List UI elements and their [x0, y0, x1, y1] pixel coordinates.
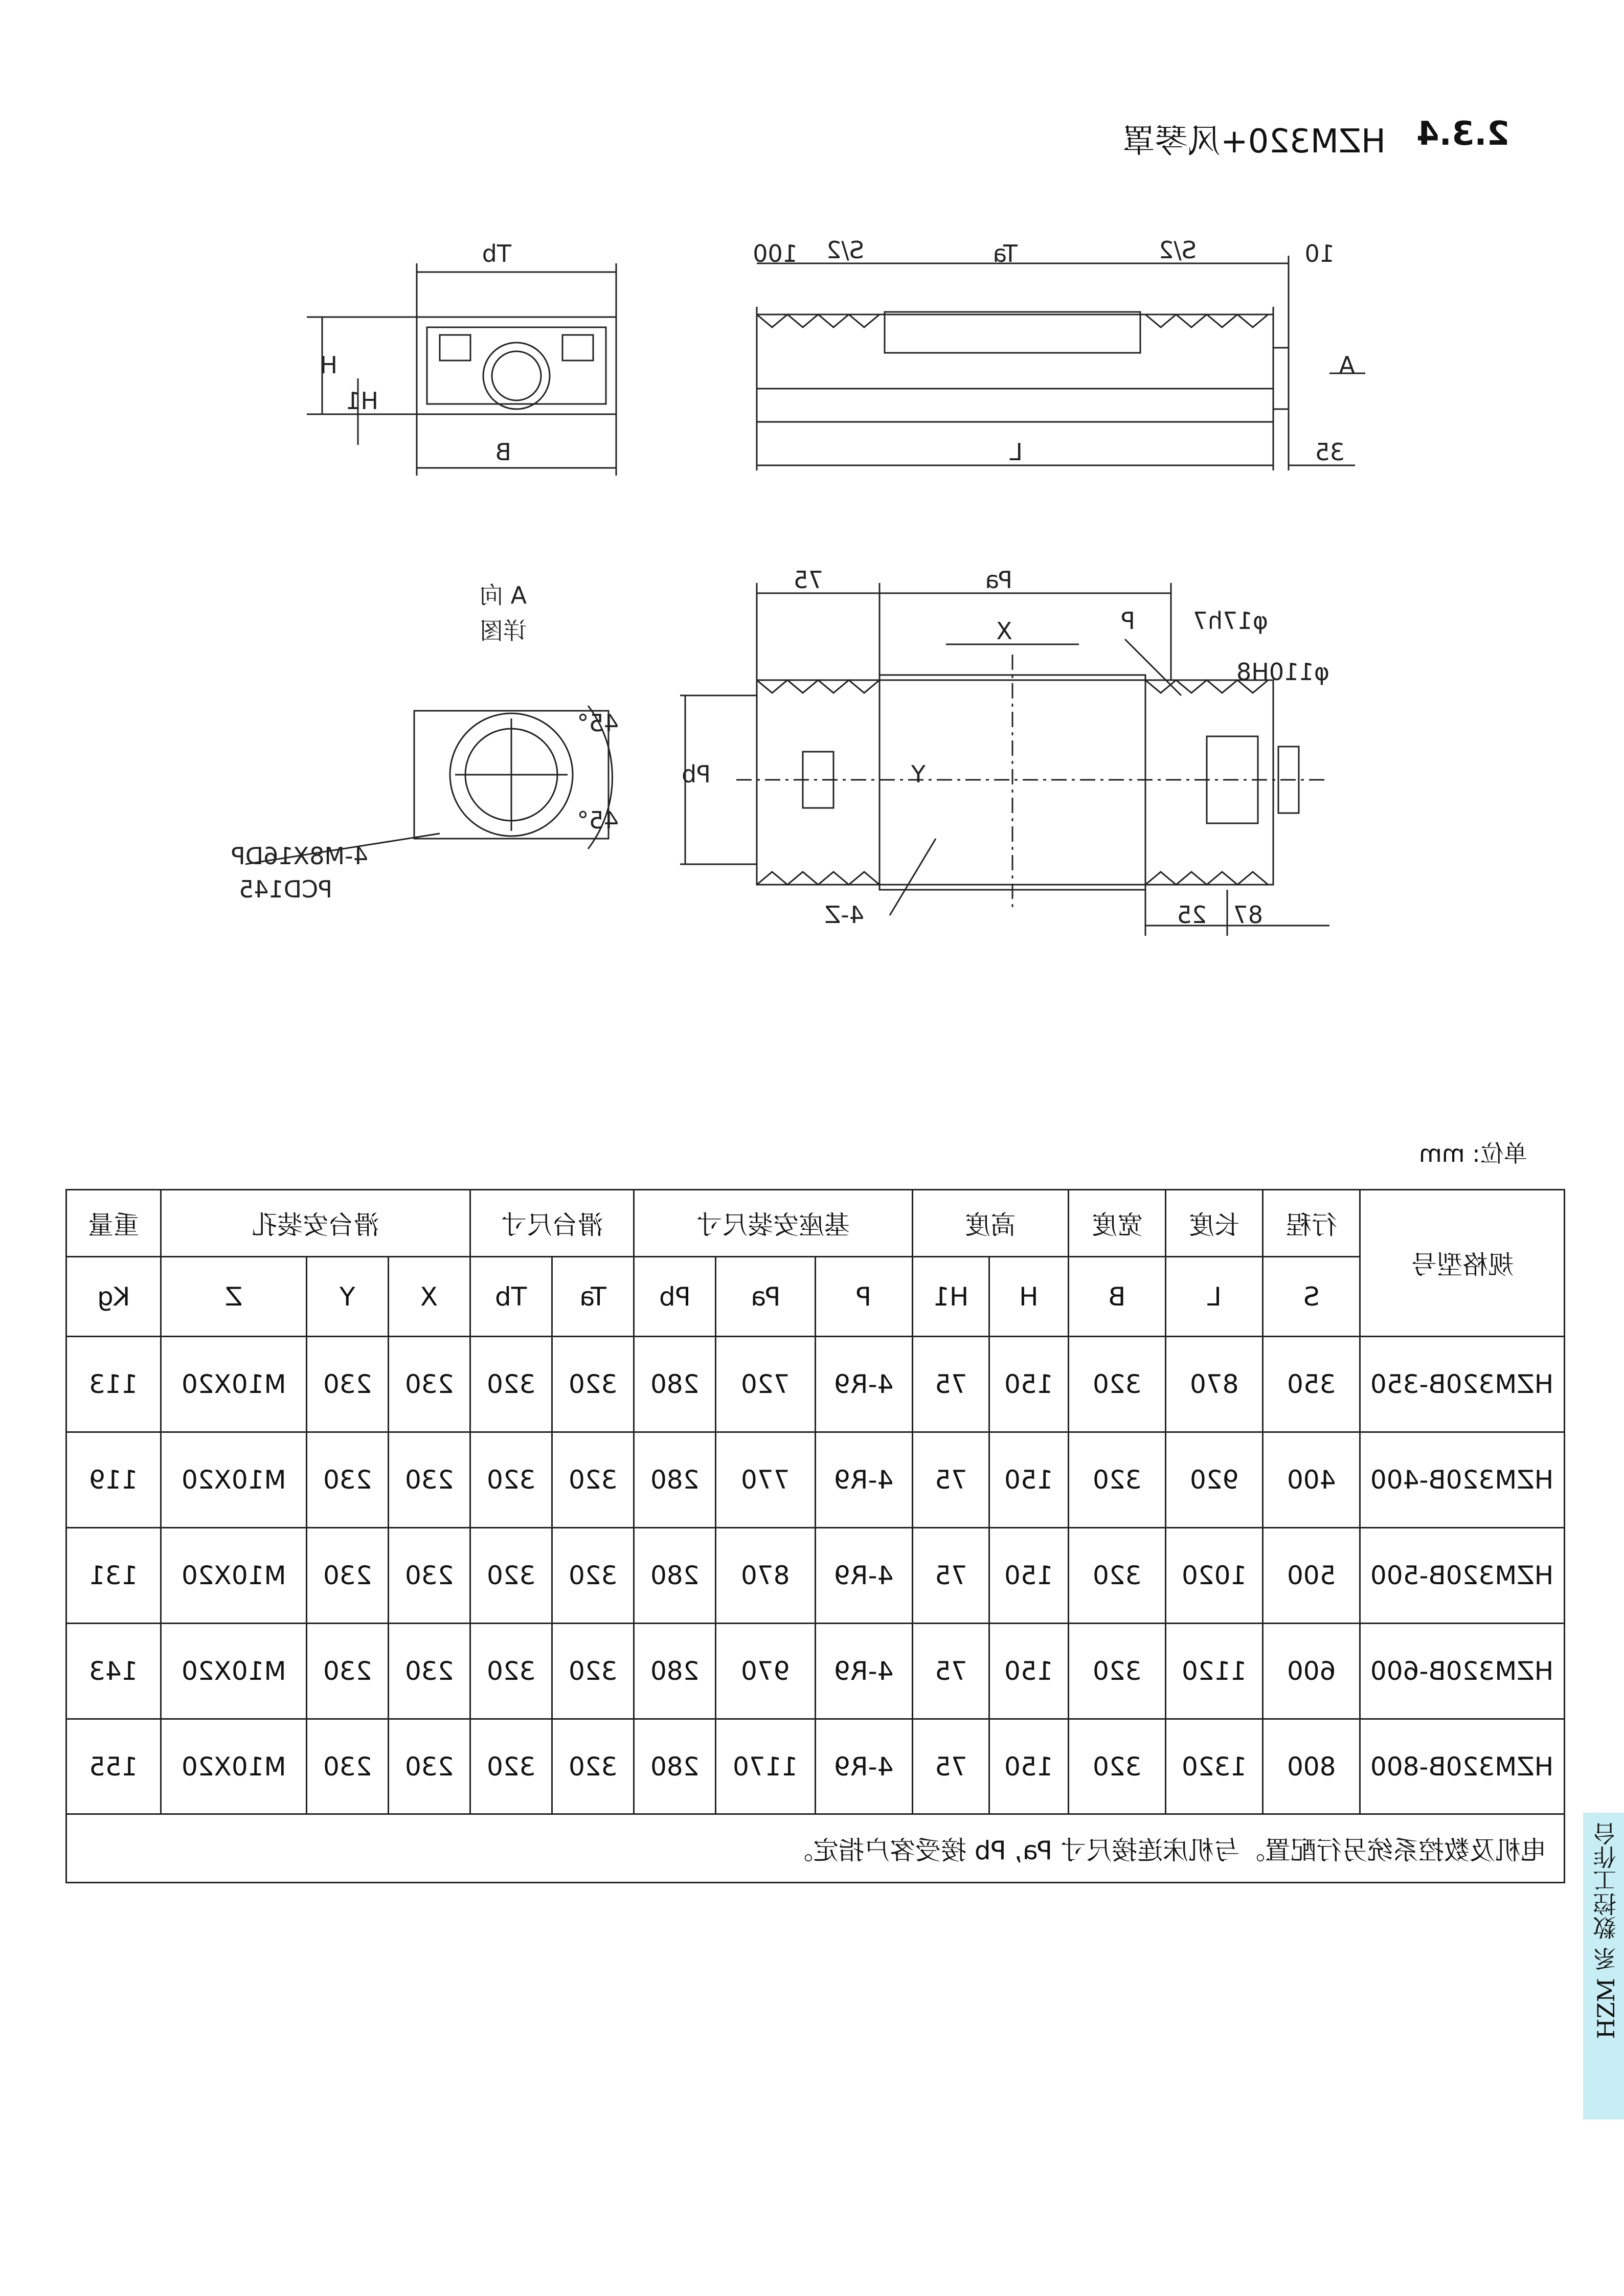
dim-35: 35 [1315, 438, 1345, 466]
table-cell: HZM320B-350 [1360, 1337, 1565, 1432]
label-p: P [1121, 607, 1135, 635]
table-cell: 75 [913, 1719, 989, 1814]
table-cell: 1020 [1166, 1528, 1263, 1624]
table-cell: 320 [552, 1719, 634, 1814]
table-cell: 113 [66, 1337, 161, 1432]
header-row-1 [66, 1190, 1565, 1257]
dim-pb: Pb [682, 760, 711, 788]
table-cell: 230 [389, 1337, 470, 1432]
table-cell: 230 [389, 1719, 470, 1814]
table-cell: 870 [1166, 1337, 1263, 1432]
th-pb: Pb [634, 1257, 716, 1337]
table-cell: 320 [552, 1432, 634, 1528]
table-cell: 119 [66, 1432, 161, 1528]
table-note: 电机及数控系统另行配置。与机床连接尺寸 Pa, Pb 接受客户指定。 [66, 1814, 1565, 1883]
table-cell: HZM320B-800 [1360, 1719, 1565, 1814]
dim-phi110: φ110H8 [1236, 658, 1329, 686]
table-cell: 320 [1069, 1528, 1166, 1624]
table-cell: 320 [552, 1623, 634, 1719]
table-cell: 1320 [1166, 1719, 1263, 1814]
table-cell: 320 [470, 1623, 552, 1719]
header-row-2 [66, 1257, 1565, 1337]
table-cell: 150 [989, 1528, 1069, 1624]
side-view [757, 256, 1365, 470]
dim-100: 100 [753, 240, 798, 267]
a-view-detail-label: 详图 [480, 617, 527, 645]
table-cell: 320 [1069, 1623, 1166, 1719]
table-cell: HZM320B-400 [1360, 1432, 1565, 1528]
table-cell: HZM320B-600 [1360, 1623, 1565, 1719]
table-row [66, 1337, 1565, 1432]
th-z: Z [161, 1257, 307, 1337]
table-cell: 320 [470, 1432, 552, 1528]
section-number: 2.3.4 [1416, 115, 1510, 153]
table-cell: 75 [913, 1528, 989, 1624]
table-cell: 150 [989, 1623, 1069, 1719]
th-y: Y [307, 1257, 389, 1337]
table-row [66, 1432, 1565, 1528]
table-cell: 230 [307, 1623, 389, 1719]
table-cell: 230 [389, 1528, 470, 1624]
table-cell: 280 [634, 1337, 716, 1432]
table-cell: 4-R9 [816, 1337, 913, 1432]
table-cell: 320 [552, 1337, 634, 1432]
dim-10: 10 [1304, 240, 1335, 267]
th-s: S [1263, 1257, 1360, 1337]
table-cell: 720 [716, 1337, 816, 1432]
table-cell: 230 [389, 1432, 470, 1528]
table-cell: 230 [307, 1719, 389, 1814]
table-cell: 230 [307, 1337, 389, 1432]
table-cell: 770 [716, 1432, 816, 1528]
table-cell: 800 [1263, 1719, 1360, 1814]
table-cell: 600 [1263, 1623, 1360, 1719]
th-slide-holes: 滑台安装孔 [161, 1190, 470, 1257]
table-cell: 320 [1069, 1432, 1166, 1528]
table-cell: 320 [470, 1528, 552, 1624]
th-kg: Kg [66, 1257, 161, 1337]
th-h1: H1 [913, 1257, 989, 1337]
table-cell: 320 [552, 1528, 634, 1624]
axis-y: Y [911, 760, 926, 788]
table-cell: 4-R9 [816, 1623, 913, 1719]
dim-s2-left: S/2 [826, 236, 864, 264]
bolt-pcd: PCD145 [238, 875, 332, 903]
table-cell: 320 [1069, 1337, 1166, 1432]
table-cell: 280 [634, 1528, 716, 1624]
table-row [66, 1719, 1565, 1814]
unit-label: 单位: mm [1419, 1140, 1527, 1167]
th-l: L [1166, 1257, 1263, 1337]
table-cell: 75 [913, 1337, 989, 1432]
th-model: 规格型号 [1360, 1190, 1565, 1337]
th-height: 高度 [913, 1190, 1069, 1257]
table-cell: M10X20 [161, 1432, 307, 1528]
dim-phi17: φ17h7 [1192, 607, 1268, 635]
table-cell: 320 [1069, 1719, 1166, 1814]
side-tab-label: HZM 系 数控工作台 [1592, 1822, 1620, 2039]
table-cell: HZM320B-500 [1360, 1528, 1565, 1624]
th-travel: 行程 [1263, 1190, 1360, 1257]
engineering-drawing [0, 0, 1624, 1048]
side-tab [1583, 1813, 1624, 2120]
a-view-detail [245, 706, 613, 864]
table-cell: 150 [989, 1337, 1069, 1432]
th-pa: Pa [716, 1257, 816, 1337]
dim-b: B [495, 438, 511, 466]
a-view-label: A 向 [479, 581, 527, 609]
label-4z: 4-Z [824, 901, 864, 929]
dim-87: 87 [1233, 901, 1263, 929]
dim-75: 75 [793, 566, 823, 594]
table-cell: 500 [1263, 1528, 1360, 1624]
table-cell: 75 [913, 1623, 989, 1719]
table-cell: 280 [634, 1623, 716, 1719]
th-slide-size: 滑台尺寸 [470, 1190, 634, 1257]
table-cell: 143 [66, 1623, 161, 1719]
table-cell: 280 [634, 1432, 716, 1528]
table-cell: 320 [470, 1337, 552, 1432]
bolt-spec: 4-M8X16DP [231, 842, 368, 870]
table-cell: 230 [307, 1528, 389, 1624]
table-cell: 920 [1166, 1432, 1263, 1528]
th-b: B [1069, 1257, 1166, 1337]
table-cell: 1170 [716, 1719, 816, 1814]
table-row [66, 1528, 1565, 1624]
table-cell: 131 [66, 1528, 161, 1624]
table-cell: 230 [389, 1623, 470, 1719]
dim-pa: Pa [985, 566, 1012, 594]
table-cell: 400 [1263, 1432, 1360, 1528]
dim-h: H [320, 351, 337, 379]
table-cell: 870 [716, 1528, 816, 1624]
table-cell: 280 [634, 1719, 716, 1814]
dim-x: X [996, 617, 1012, 645]
angle-45-top: 45° [577, 709, 619, 737]
table-cell: 75 [913, 1432, 989, 1528]
table-cell: 155 [66, 1719, 161, 1814]
dim-l: L [1009, 438, 1023, 466]
table-cell: 4-R9 [816, 1528, 913, 1624]
table-cell: M10X20 [161, 1719, 307, 1814]
section-name: HZM320+风琴罩 [1122, 123, 1386, 161]
table-cell: 1120 [1166, 1623, 1263, 1719]
table-cell: 150 [989, 1432, 1069, 1528]
th-x: X [389, 1257, 470, 1337]
th-weight: 重量 [66, 1190, 161, 1257]
dim-h1: H1 [346, 387, 378, 415]
arrow-a: A [1339, 351, 1355, 379]
dim-s2-right: S/2 [1159, 236, 1197, 264]
table-cell: 320 [470, 1719, 552, 1814]
th-width: 宽度 [1069, 1190, 1166, 1257]
angle-45-bottom: 45° [577, 806, 619, 834]
table-cell: M10X20 [161, 1623, 307, 1719]
th-length: 长度 [1166, 1190, 1263, 1257]
th-tb: Tb [470, 1257, 552, 1337]
table-row [66, 1623, 1565, 1719]
th-ta: Ta [552, 1257, 634, 1337]
dim-tb: Tb [482, 240, 511, 267]
end-view [307, 263, 616, 476]
th-base-install: 基座安装尺寸 [634, 1190, 913, 1257]
table-cell: 150 [989, 1719, 1069, 1814]
table-cell: M10X20 [161, 1337, 307, 1432]
th-h: H [989, 1257, 1069, 1337]
note-row [66, 1814, 1565, 1883]
table-cell: 350 [1263, 1337, 1360, 1432]
dim-25: 25 [1177, 901, 1207, 929]
table-cell: 4-R9 [816, 1432, 913, 1528]
table-cell: 4-R9 [816, 1719, 913, 1814]
dim-ta: Ta [993, 240, 1018, 267]
spec-table [65, 1189, 1565, 1883]
table-cell: M10X20 [161, 1528, 307, 1624]
table-cell: 230 [307, 1432, 389, 1528]
table-cell: 970 [716, 1623, 816, 1719]
th-p: P [816, 1257, 913, 1337]
